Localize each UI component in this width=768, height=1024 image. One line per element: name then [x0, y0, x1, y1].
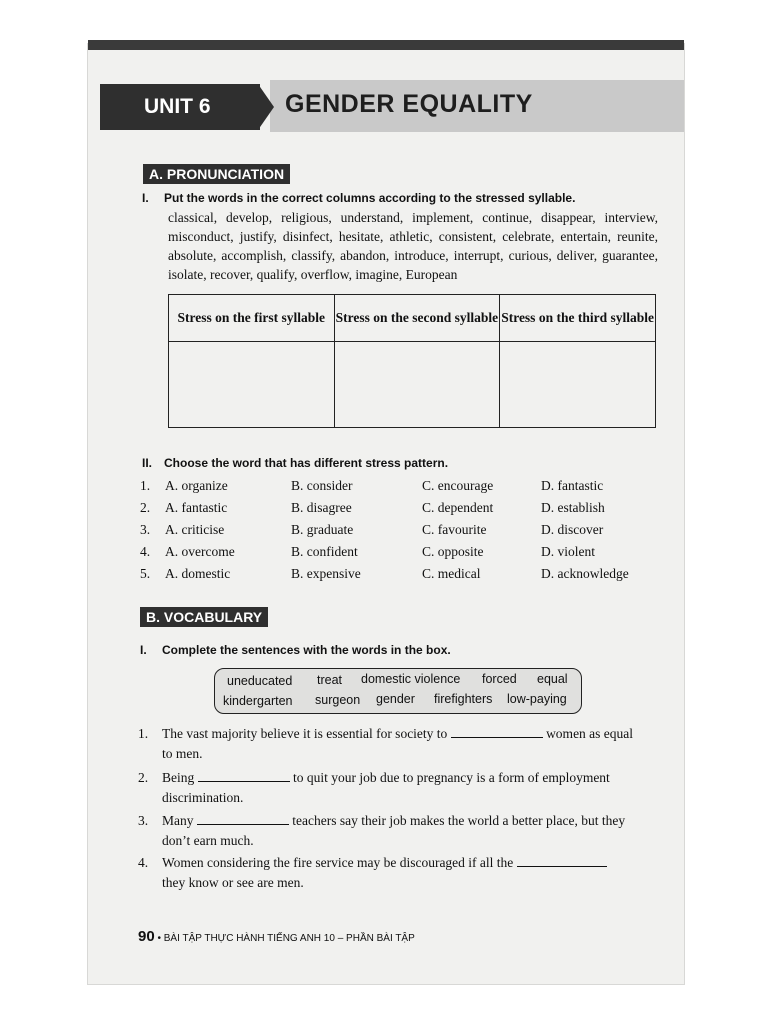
part-a2-instruction — [142, 456, 448, 470]
part-b1-instruction — [140, 643, 451, 657]
sentence-number: 1. — [138, 726, 149, 741]
box-word: gender — [376, 692, 415, 706]
part-a2-number: II. — [142, 456, 153, 470]
sentence-text: Being — [162, 770, 195, 785]
option-b[interactable]: B. confident — [291, 544, 358, 559]
word-list: classical, develop, religious, understand, implement, continue, disappear, interview, misconduct, justify, disinfect, hesitate, athletic, consistent, celebrate, entertain, reunite, absolute, accomplish, classify, abandon, introduce, interrupt, curious, deliver, guarantee, isolate, recover, qualify, overflow, imagine, European — [168, 210, 658, 282]
sentence-text: teachers say their job makes the world a better place, but they — [292, 813, 626, 828]
option-c[interactable]: C. favourite — [422, 522, 487, 537]
answer-blank[interactable] — [517, 854, 607, 867]
box-word: equal — [537, 672, 568, 686]
answer-cell-second[interactable] — [334, 342, 500, 428]
option-b[interactable]: B. graduate — [291, 522, 354, 537]
option-c[interactable]: C. encourage — [422, 478, 494, 493]
answer-blank[interactable] — [197, 812, 289, 825]
option-a[interactable]: A. fantastic — [165, 500, 228, 515]
sentence-text: they know or see are men. — [162, 875, 304, 890]
answer-blank[interactable] — [198, 769, 290, 782]
part-a1-number: I. — [142, 191, 149, 205]
option-d[interactable]: D. acknowledge — [541, 566, 629, 581]
box-word: surgeon — [315, 693, 361, 707]
box-word: uneducated — [227, 674, 293, 688]
box-word: forced — [482, 672, 517, 686]
option-b[interactable]: B. consider — [291, 478, 353, 493]
box-word: domestic violence — [361, 672, 461, 686]
sentence-number: 4. — [138, 855, 149, 870]
page-footer — [138, 928, 415, 945]
part-a1-instruction — [142, 191, 575, 205]
unit-number: UNIT 6 — [100, 84, 260, 130]
stress-table — [168, 294, 656, 428]
option-b[interactable]: B. expensive — [291, 566, 361, 581]
part-a1-text: Put the words in the correct columns according to the stressed syllable. — [164, 191, 576, 205]
sentence-text: women as equal — [546, 726, 634, 741]
option-d[interactable]: D. discover — [541, 522, 604, 537]
sentence-item — [138, 853, 658, 893]
sentence-text: don’t earn much. — [162, 833, 254, 848]
sentence-text: to men. — [162, 746, 203, 761]
question-number: 3. — [140, 522, 151, 537]
option-c[interactable]: C. dependent — [422, 500, 494, 515]
answer-blank[interactable] — [451, 725, 543, 738]
question-number: 1. — [140, 478, 151, 493]
unit-title: GENDER EQUALITY — [285, 90, 533, 118]
option-a[interactable]: A. overcome — [165, 544, 235, 559]
column-header-third: Stress on the third syllable — [500, 295, 656, 342]
box-word: low-paying — [507, 692, 567, 706]
box-word: firefighters — [434, 692, 493, 706]
box-word: kindergarten — [223, 694, 293, 708]
question-row — [140, 544, 660, 564]
question-number: 5. — [140, 566, 151, 581]
section-b-label: B. VOCABULARY — [140, 607, 268, 627]
footer-text: • BÀI TẬP THỰC HÀNH TIẾNG ANH 10 – PHẦN BÀI TẬP — [157, 933, 415, 944]
question-number: 2. — [140, 500, 151, 515]
part-b1-number: I. — [140, 643, 147, 657]
sentence-text: Many — [162, 813, 194, 828]
question-row — [140, 566, 660, 586]
sentence-item — [138, 724, 658, 764]
sentence-text: The vast majority believe it is essential for society to — [162, 726, 448, 741]
option-d[interactable]: D. fantastic — [541, 478, 604, 493]
option-d[interactable]: D. violent — [541, 544, 595, 559]
sentence-text: Women considering the fire service may be discouraged if all the — [162, 855, 514, 870]
word-box — [214, 668, 582, 714]
option-b[interactable]: B. disagree — [291, 500, 352, 515]
section-a-label: A. PRONUNCIATION — [143, 164, 290, 184]
option-d[interactable]: D. establish — [541, 500, 605, 515]
option-c[interactable]: C. opposite — [422, 544, 484, 559]
sentence-text: discrimination. — [162, 790, 244, 805]
answer-cell-third[interactable] — [500, 342, 656, 428]
unit-chevron — [258, 84, 274, 130]
sentence-number: 2. — [138, 770, 149, 785]
sentence-item — [138, 768, 658, 808]
option-a[interactable]: A. domestic — [165, 566, 231, 581]
page-number: 90 — [138, 928, 155, 945]
option-c[interactable]: C. medical — [422, 566, 481, 581]
option-a[interactable]: A. organize — [165, 478, 228, 493]
answer-cell-first[interactable] — [169, 342, 335, 428]
page-top-edge — [88, 40, 684, 50]
column-header-second: Stress on the second syllable — [334, 295, 500, 342]
sentence-number: 3. — [138, 813, 149, 828]
part-a2-text: Choose the word that has different stress pattern. — [164, 456, 449, 470]
question-number: 4. — [140, 544, 151, 559]
option-a[interactable]: A. criticise — [165, 522, 225, 537]
question-row — [140, 522, 660, 542]
question-row — [140, 500, 660, 520]
sentence-text: to quit your job due to pregnancy is a form of employment — [293, 770, 610, 785]
part-b1-text: Complete the sentences with the words in the box. — [162, 643, 451, 657]
question-row — [140, 478, 660, 498]
sentence-item — [138, 811, 658, 851]
box-word: treat — [317, 673, 343, 687]
column-header-first: Stress on the first syllable — [169, 295, 335, 342]
unit-header — [100, 80, 684, 132]
